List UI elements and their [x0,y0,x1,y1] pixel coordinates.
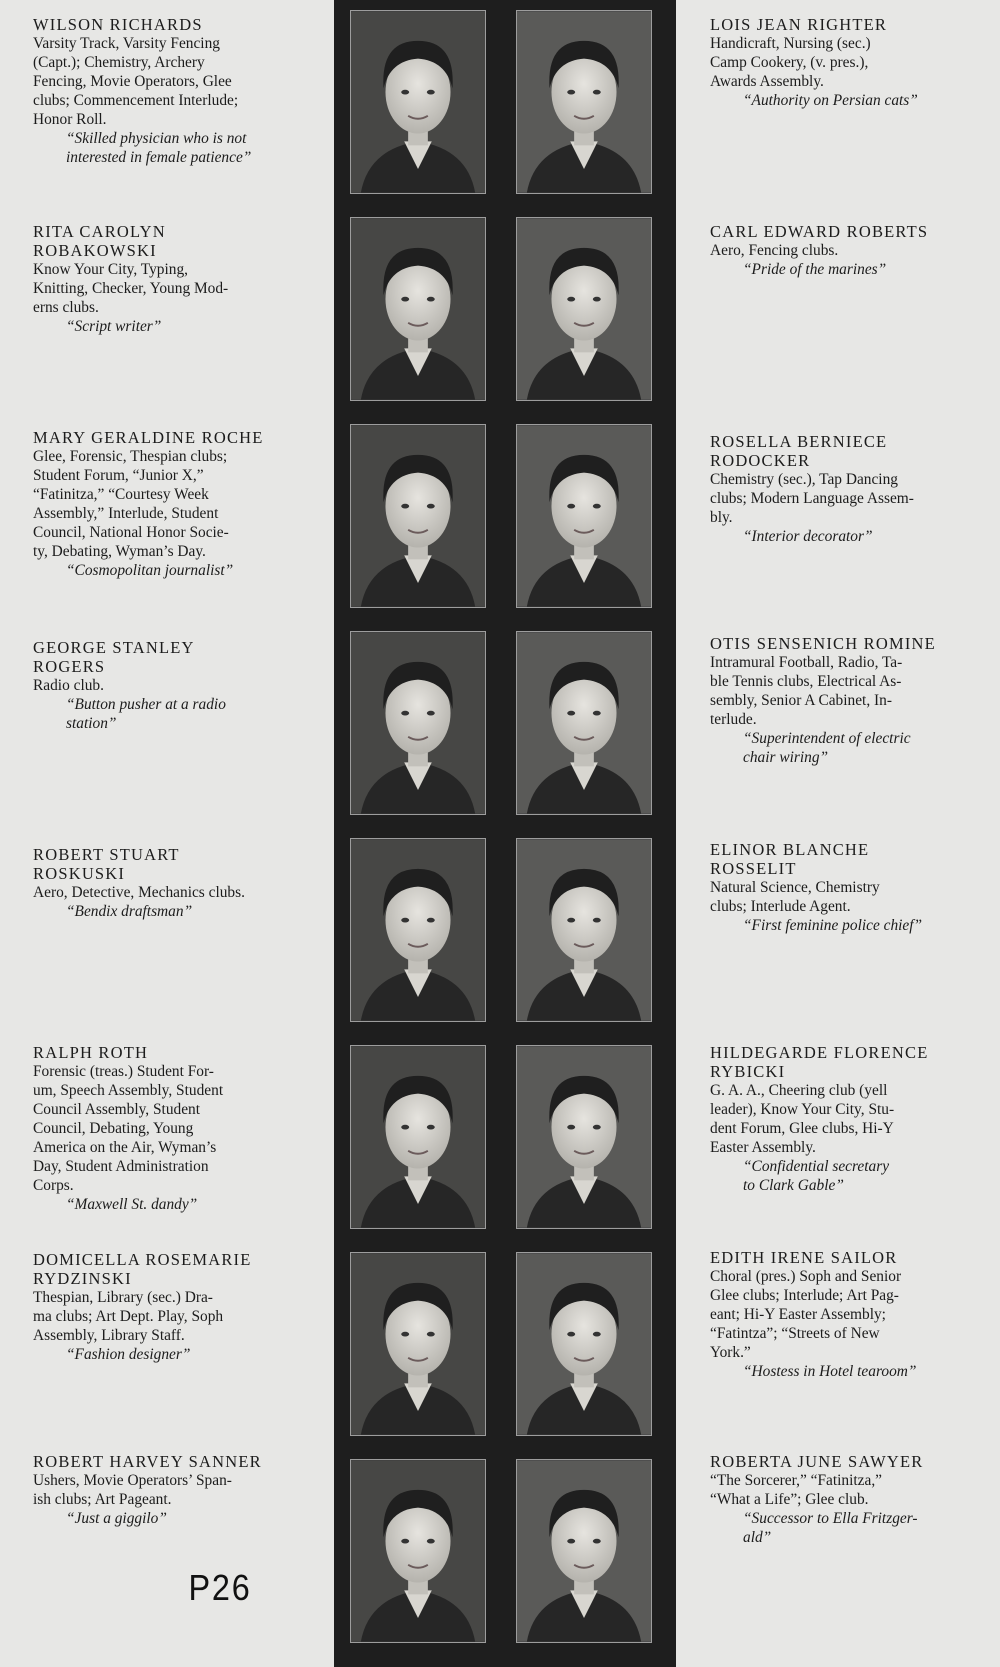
portrait-rita-carolyn-robakowski [350,217,486,401]
activities-line: Fencing, Movie Operators, Glee [33,73,232,90]
left-entry [33,638,305,733]
right-entry [710,840,980,935]
quote-line: “Maxwell St. dandy” [66,1196,198,1213]
activities-line: dent Forum, Glee clubs, Hi-Y [710,1120,894,1137]
student-name-line: ROGERS [33,657,106,676]
activities-line: ble Tennis clubs, Electrical As- [710,673,902,690]
student-name-line: RYDZINSKI [33,1269,132,1288]
student-name-line: OTIS SENSENICH ROMINE [710,634,936,653]
portrait-elinor-blanche-rosselit [516,838,652,1022]
right-entry [710,634,980,767]
quote-line: “Hostess in Hotel tearoom” [743,1363,917,1380]
quote-line: “Interior decorator” [743,528,873,545]
student-name-line: EDITH IRENE SAILOR [710,1248,898,1267]
student-name-line: RODOCKER [710,451,811,470]
left-entry [33,15,305,167]
activities-line: clubs; Commencement Interlude; [33,92,239,109]
activities-line: Easter Assembly. [710,1139,816,1156]
left-entry [33,222,305,336]
portrait-mary-geraldine-roche [350,424,486,608]
activities-line: York.” [710,1344,751,1361]
portrait-carl-edward-roberts [516,217,652,401]
quote-line: ald” [743,1529,772,1546]
activities-line: Radio club. [33,677,104,694]
activities-line: Forensic (treas.) Student For- [33,1063,214,1080]
activities-line: Council Assembly, Student [33,1101,201,1118]
quote-line: “Pride of the marines” [743,261,887,278]
activities-line: Corps. [33,1177,74,1194]
activities-line: Council, Debating, Young [33,1120,194,1137]
portrait-hildegarde-florence-rybicki [516,1045,652,1229]
quote-line: “Fashion designer” [66,1346,191,1363]
activities-line: sembly, Senior A Cabinet, In- [710,692,892,709]
student-name-line: RITA CAROLYN [33,222,166,241]
activities-line: ma clubs; Art Dept. Play, Soph [33,1308,224,1325]
activities-line: terlude. [710,711,757,728]
student-name-line: ROSSELIT [710,859,797,878]
quote-line: “Script writer” [66,318,162,335]
activities-line: leader), Know Your City, Stu- [710,1101,895,1118]
activities-line: Ushers, Movie Operators’ Span- [33,1472,232,1489]
left-entry [33,1452,305,1528]
portrait-robert-stuart-roskuski [350,838,486,1022]
activities-line: Assembly,” Interlude, Student [33,505,219,522]
activities-line: Camp Cookery, (v. pres.), [710,54,869,71]
activities-line: (Capt.); Chemistry, Archery [33,54,205,71]
portrait-ralph-roth [350,1045,486,1229]
student-name-line: ROSELLA BERNIECE [710,432,888,451]
student-name-line: ROBERT STUART [33,845,180,864]
quote-line: “Successor to Ella Fritzger- [743,1510,918,1527]
right-entry [710,15,980,110]
left-entry [33,1043,305,1214]
activities-line: G. A. A., Cheering club (yell [710,1082,888,1099]
student-name-line: MARY GERALDINE ROCHE [33,428,264,447]
activities-line: Varsity Track, Varsity Fencing [33,35,220,52]
student-name-line: HILDEGARDE FLORENCE [710,1043,929,1062]
student-name-line: CARL EDWARD ROBERTS [710,222,929,241]
activities-line: Council, National Honor Socie- [33,524,229,541]
activities-line: eant; Hi-Y Easter Assembly; [710,1306,886,1323]
quote-line: “Cosmopolitan journalist” [66,562,234,579]
quote-line: “Superintendent of electric [743,730,911,747]
quote-line: “Confidential secretary [743,1158,890,1175]
activities-line: Awards Assembly. [710,73,824,90]
activities-line: Knitting, Checker, Young Mod- [33,280,229,297]
activities-line: Natural Science, Chemistry [710,879,880,896]
quote-line: station” [66,715,117,732]
activities-line: clubs; Modern Language Assem- [710,490,914,507]
left-entry [33,428,305,580]
activities-line: erns clubs. [33,299,99,316]
student-name-line: GEORGE STANLEY [33,638,195,657]
activities-line: Chemistry (sec.), Tap Dancing [710,471,898,488]
activities-line: America on the Air, Wyman’s [33,1139,217,1156]
activities-line: bly. [710,509,733,526]
activities-line: Aero, Fencing clubs. [710,242,839,259]
student-name-line: LOIS JEAN RIGHTER [710,15,888,34]
quote-line: “First feminine police chief” [743,917,923,934]
activities-line: Handicraft, Nursing (sec.) [710,35,871,52]
student-name-line: DOMICELLA ROSEMARIE [33,1250,252,1269]
right-entry [710,1452,980,1547]
left-entry [33,1250,305,1364]
activities-line: Choral (pres.) Soph and Senior [710,1268,902,1285]
quote-line: chair wiring” [743,749,829,766]
portrait-rosella-berniece-rodocker [516,424,652,608]
portrait-edith-irene-sailor [516,1252,652,1436]
right-entry [710,222,980,279]
quote-line: “Just a giggilo” [66,1510,167,1527]
activities-line: clubs; Interlude Agent. [710,898,851,915]
student-name-line: ROBAKOWSKI [33,241,157,260]
student-name-line: ROBERTA JUNE SAWYER [710,1452,924,1471]
quote-line: interested in female patience” [66,149,252,166]
quote-line: to Clark Gable” [743,1177,844,1194]
student-name-line: ROSKUSKI [33,864,126,883]
activities-line: um, Speech Assembly, Student [33,1082,224,1099]
activities-line: “Fatintza”; “Streets of New [710,1325,880,1342]
portrait-otis-sensenich-romine [516,631,652,815]
activities-line: “Fatinitza,” “Courtesy Week [33,486,209,503]
quote-line: “Skilled physician who is not [66,130,247,147]
portrait-domicella-rosemarie-rydzinski [350,1252,486,1436]
portrait-george-stanley-rogers [350,631,486,815]
activities-line: Thespian, Library (sec.) Dra- [33,1289,213,1306]
activities-line: Intramural Football, Radio, Ta- [710,654,903,671]
activities-line: Glee, Forensic, Thespian clubs; [33,448,228,465]
left-entry [33,845,305,921]
student-name-line: WILSON RICHARDS [33,15,203,34]
right-entry [710,432,980,546]
activities-line: “What a Life”; Glee club. [710,1491,869,1508]
portrait-robert-harvey-sanner [350,1459,486,1643]
activities-line: Day, Student Administration [33,1158,209,1175]
page-number-label: P26 [188,1567,252,1608]
activities-line: Know Your City, Typing, [33,261,188,278]
quote-line: “Bendix draftsman” [66,903,193,920]
activities-line: ty, Debating, Wyman’s Day. [33,543,206,560]
activities-line: Assembly, Library Staff. [33,1327,185,1344]
portrait-lois-jean-righter [516,10,652,194]
right-entry [710,1248,980,1381]
portrait-roberta-june-sawyer [516,1459,652,1643]
right-entry [710,1043,980,1195]
activities-line: Glee clubs; Interlude; Art Pag- [710,1287,899,1304]
activities-line: Student Forum, “Junior X,” [33,467,204,484]
quote-line: “Authority on Persian cats” [743,92,918,109]
activities-line: Aero, Detective, Mechanics clubs. [33,884,245,901]
student-name-line: ELINOR BLANCHE [710,840,870,859]
activities-line: ish clubs; Art Pageant. [33,1491,172,1508]
student-name-line: RALPH ROTH [33,1043,149,1062]
student-name-line: ROBERT HARVEY SANNER [33,1452,262,1471]
activities-line: “The Sorcerer,” “Fatinitza,” [710,1472,883,1489]
activities-line: Honor Roll. [33,111,107,128]
student-name-line: RYBICKI [710,1062,786,1081]
portrait-wilson-richards [350,10,486,194]
quote-line: “Button pusher at a radio [66,696,226,713]
